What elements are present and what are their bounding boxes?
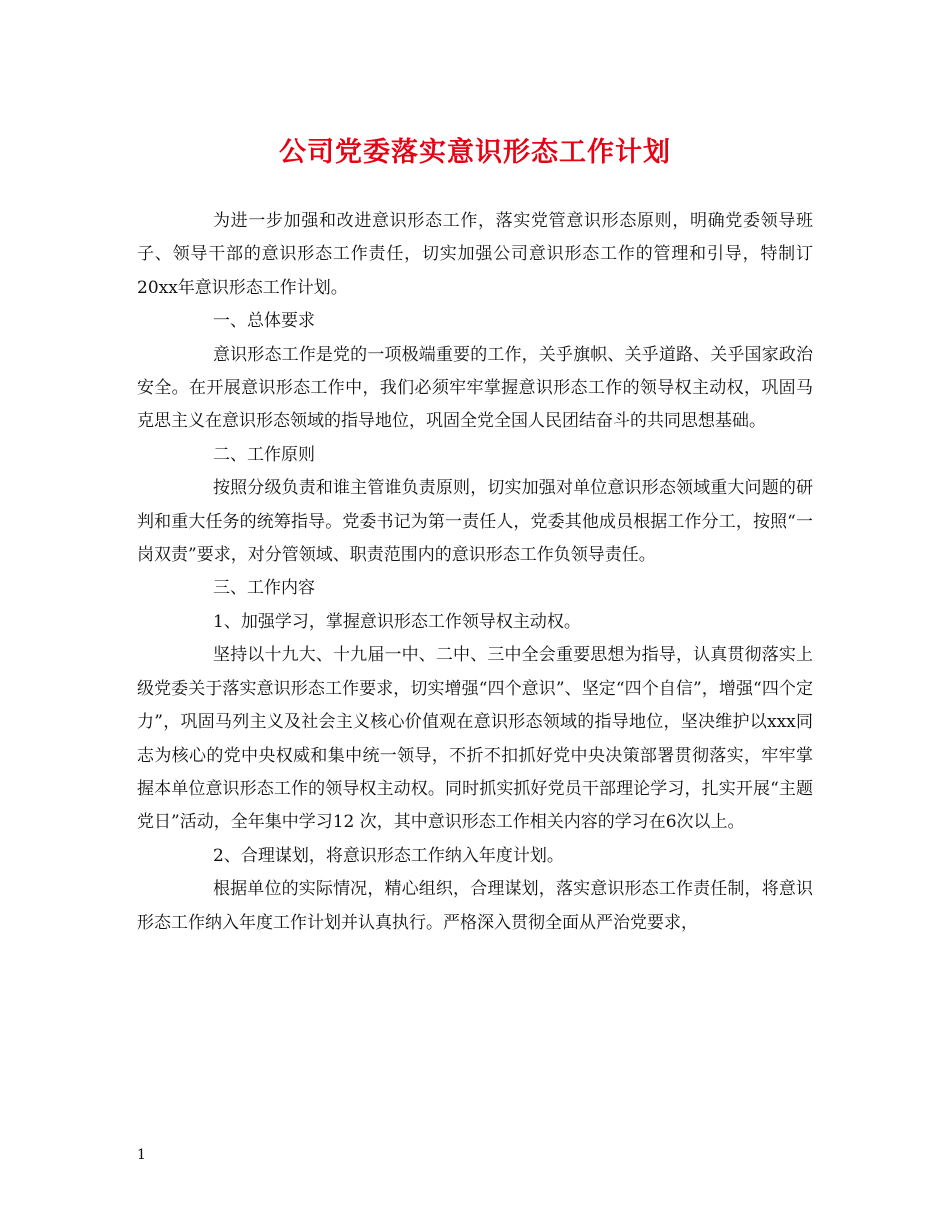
paragraph-general-requirements: 意识形态工作是党的一项极端重要的工作，关乎旗帜、关乎道路、关乎国家政治安全。在开展意识形态工作中，我们必须牢牢掌握意识形态工作的领导权主动权，巩固马克思主义在意识形态领域的指导地位，巩固全党全国人民团结奋斗的共同思想基础。 [137, 344, 813, 432]
document-body [137, 205, 813, 940]
section-heading-work-principles: 二、工作原则 [213, 444, 315, 465]
section-heading-work-content: 三、工作内容 [213, 578, 315, 599]
section-heading-general-requirements: 一、总体要求 [213, 311, 315, 332]
subheading-reasonable-planning: 2、合理谋划，将意识形态工作纳入年度计划。 [213, 845, 564, 866]
paragraph-reasonable-planning: 根据单位的实际情况，精心组织，合理谋划，落实意识形态工作责任制，将意识形态工作纳入年度工作计划并认真执行。严格深入贯彻全面从严治党要求， [137, 879, 813, 933]
subheading-strengthen-study: 1、加强学习，掌握意识形态工作领导权主动权。 [213, 611, 581, 632]
page-title: 公司党委落实意识形态工作计划 [279, 137, 671, 168]
paragraph-work-principles: 按照分级负责和谁主管谁负责原则，切实加强对单位意识形态领域重大问题的研判和重大任务的统筹指导。党委书记为第一责任人，党委其他成员根据工作分工，按照“一岗双责”要求，对分管领域、职责范围内的意识形态工作负领导责任。 [137, 478, 813, 566]
page-number: 1 [137, 1147, 146, 1163]
paragraph-strengthen-study: 坚持以十九大、十九届一中、二中、三中全会重要思想为指导，认真贯彻落实上级党委关于落实意识形态工作要求，切实增强“四个意识”、坚定“四个自信”，增强“四个定力”，巩固马列主义及社会主义核心价值观在意识形态领域的指导地位，坚决维护以xxx同志为核心的党中央权威和集中统一领导，不折不扣抓好党中央决策部署贯彻落实，牢牢掌握本单位意识形态工作的领导权主动权。同时抓实抓好党员干部理论学习，扎实开展“主题党日”活动，全年集中学习12 次，其中意识形态工作相关内容的学习在6次以上。 [137, 645, 813, 833]
intro-paragraph: 为进一步加强和改进意识形态工作，落实党管意识形态原则，明确党委领导班子、领导干部的意识形态工作责任，切实加强公司意识形态工作的管理和引导，特制订20xx年意识形态工作计划。 [137, 211, 813, 298]
